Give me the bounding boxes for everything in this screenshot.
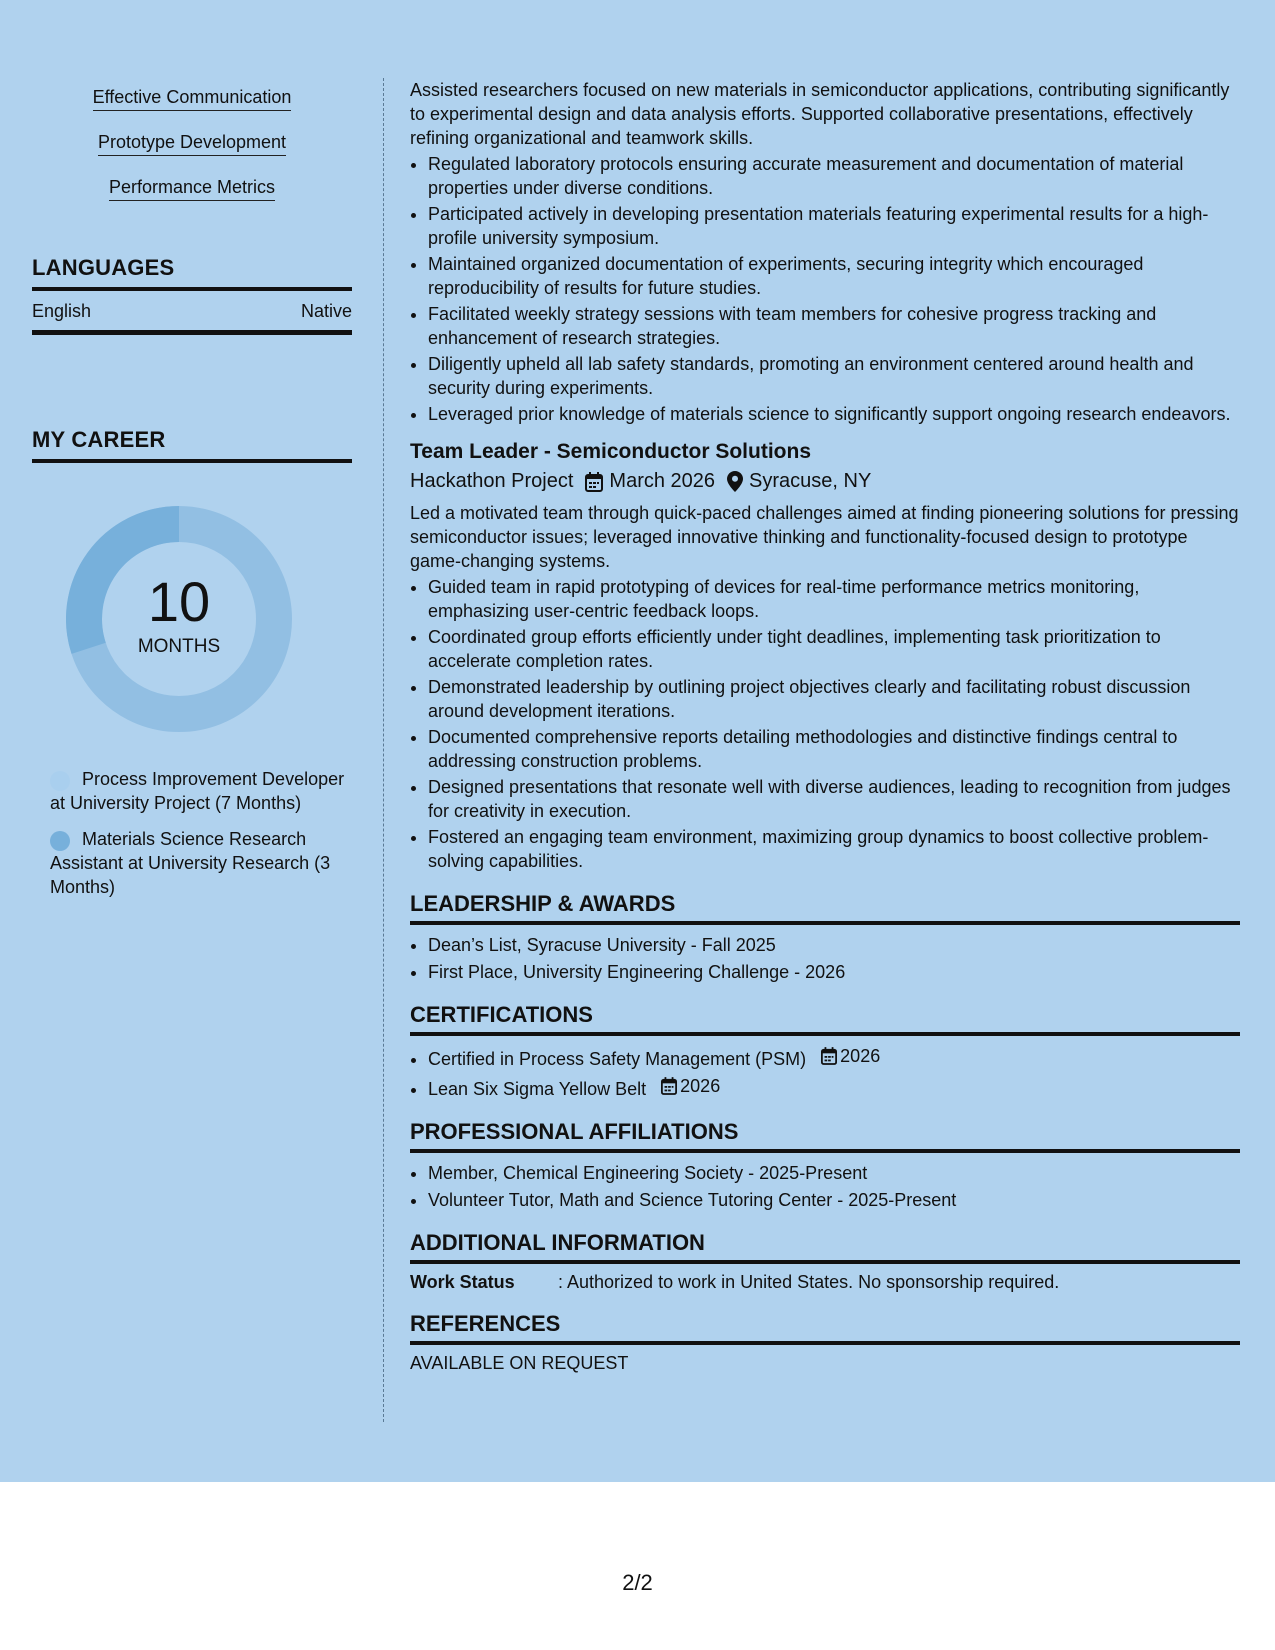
job-title: Team Leader - Semiconductor Solutions xyxy=(410,440,812,463)
calendar-icon xyxy=(661,1077,677,1095)
list-item: • Coordinated group efforts efficiently under tight deadlines, implementing task prioritization to accelerate completion rates. xyxy=(428,625,1240,673)
work-status-row xyxy=(410,1272,1240,1293)
legend-item: Process Improvement Developer at University Project (7 Months) xyxy=(50,769,345,813)
list-item xyxy=(428,1044,1240,1071)
legend-item: Materials Science Research Assistant at University Research (3 Months) xyxy=(50,829,331,897)
list-item: • First Place, University Engineering Challenge - 2026 xyxy=(428,960,1240,984)
calendar-icon xyxy=(821,1047,837,1065)
language-row xyxy=(32,291,352,335)
skill-item: Effective Communication xyxy=(32,86,352,111)
references-text: AVAILABLE ON REQUEST xyxy=(410,1353,629,1373)
list-item: • Maintained organized documentation of experiments, securing integrity which encouraged reproducibility of results for future studies. xyxy=(428,252,1240,300)
list-item: • Dean’s List, Syracuse University - Fall 2025 xyxy=(428,933,1240,957)
column-divider xyxy=(383,78,384,1422)
references-heading: REFERENCES xyxy=(410,1311,1240,1345)
page-number: 2/2 xyxy=(622,1570,653,1595)
job-summary: Led a motivated team through quick-paced challenges aimed at finding pioneering solutions for pressing semiconductor issues; leveraged innovative thinking and functionality-focused design to prototype game-changing systems. xyxy=(410,503,1239,571)
list-item: • Designed presentations that resonate well with diverse audiences, leading to recognition from judges for creativity in execution. xyxy=(428,775,1240,823)
cert-year: 2026 xyxy=(821,1044,880,1068)
list-item: • Guided team in rapid prototyping of devices for real-time performance metrics monitoring, emphasizing user-centric feedback loops. xyxy=(428,575,1240,623)
list-item: • Participated actively in developing presentation materials featuring experimental results for a high-profile university symposium. xyxy=(428,202,1240,250)
certifications-heading: CERTIFICATIONS xyxy=(410,1002,1240,1036)
donut-center xyxy=(66,506,292,732)
languages-heading: LANGUAGES xyxy=(32,255,352,291)
work-status-value: : Authorized to work in United States. No sponsorship required. xyxy=(558,1272,1060,1292)
job-bullets xyxy=(410,575,1240,873)
list-item: • Leveraged prior knowledge of materials science to significantly support ongoing research endeavors. xyxy=(428,402,1240,426)
legend-dot xyxy=(50,771,70,791)
calendar-icon xyxy=(585,472,603,492)
affiliations-heading: PROFESSIONAL AFFILIATIONS xyxy=(410,1119,1240,1153)
legend-dot xyxy=(50,831,70,851)
affiliations-list xyxy=(410,1161,1240,1212)
cert-name: Lean Six Sigma Yellow Belt xyxy=(428,1079,647,1099)
language-level: Native xyxy=(300,301,352,321)
list-item: • Documented comprehensive reports detailing methodologies and distinctive findings central to addressing construction problems. xyxy=(428,725,1240,773)
list-item: • Demonstrated leadership by outlining project objectives clearly and facilitating robust discussion around development iterations. xyxy=(428,675,1240,723)
career-donut-chart xyxy=(66,506,292,732)
languages-section xyxy=(32,255,352,335)
right-column xyxy=(410,78,1240,1374)
skill-item: Performance Metrics xyxy=(32,176,352,201)
skill-item: Prototype Development xyxy=(32,131,352,156)
cert-year: 2026 xyxy=(661,1074,720,1098)
list-item: • Facilitated weekly strategy sessions with team members for cohesive progress tracking and enhancement of research strategies. xyxy=(428,302,1240,350)
list-item: • Volunteer Tutor, Math and Science Tutoring Center - 2025-Present xyxy=(428,1188,1240,1212)
certifications-list xyxy=(410,1044,1240,1101)
career-legend xyxy=(32,767,352,899)
career-total-number: 10 xyxy=(147,570,211,633)
list-item: • Diligently upheld all lab safety standards, promoting an environment centered around health and security during experiments. xyxy=(428,352,1240,400)
awards-heading: LEADERSHIP & AWARDS xyxy=(410,891,1240,925)
list-item xyxy=(428,1074,1240,1101)
awards-list xyxy=(410,933,1240,984)
job-location: Syracuse, NY xyxy=(749,470,872,492)
experience-intro-bullets xyxy=(410,152,1240,426)
location-pin-icon xyxy=(727,471,743,492)
list-item: • Member, Chemical Engineering Society - 2025-Present xyxy=(428,1161,1240,1185)
career-section xyxy=(32,427,352,463)
career-heading: MY CAREER xyxy=(32,427,352,463)
work-status-label: Work Status xyxy=(410,1272,515,1292)
list-item: • Fostered an engaging team environment, maximizing group dynamics to boost collective problem-solving capabilities. xyxy=(428,825,1240,873)
job-company: Hackathon Project xyxy=(410,470,574,492)
language-name: English xyxy=(32,301,92,321)
additional-info-heading: ADDITIONAL INFORMATION xyxy=(410,1230,1240,1264)
experience-intro: Assisted researchers focused on new materials in semiconductor applications, contributing significantly to experimental design and data analysis efforts. Supported collaborative presentations, effectively refining organizational and teamwork skills. xyxy=(410,80,1230,148)
career-total-unit: MONTHS xyxy=(137,636,221,657)
cert-name: Certified in Process Safety Management (PSM) xyxy=(428,1049,807,1069)
job-date: March 2026 xyxy=(609,470,716,492)
list-item: • Regulated laboratory protocols ensuring accurate measurement and documentation of material properties under diverse conditions. xyxy=(428,152,1240,200)
job-meta xyxy=(410,470,1240,493)
